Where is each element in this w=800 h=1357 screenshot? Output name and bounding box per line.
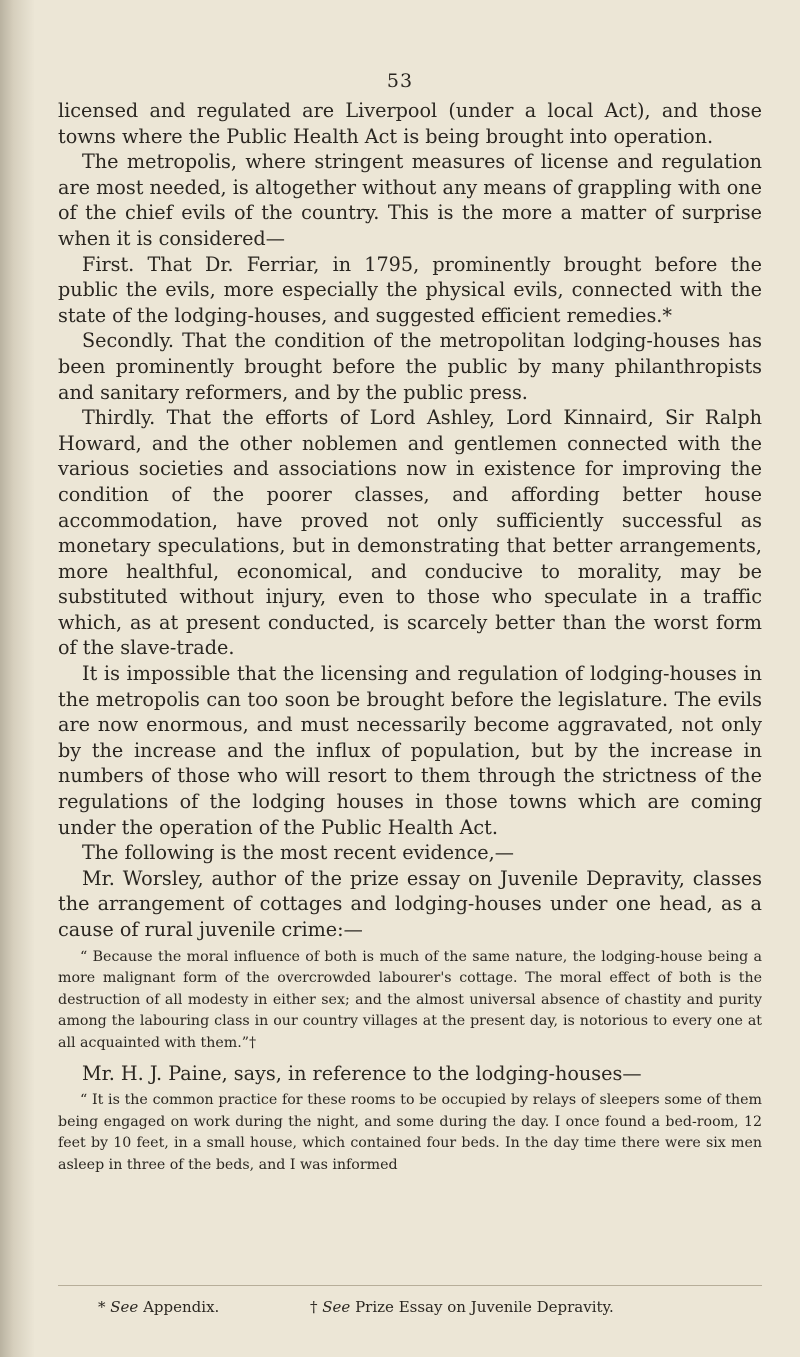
footnote-text: Appendix.: [143, 1298, 220, 1316]
footnote-prize-essay: [310, 1298, 614, 1316]
block-quote: “ It is the common practice for these rooms to be occupied by relays of sleepers some of them being engaged on work during the night, and some during the day. I once found a bed-room, 12 feet by 10 feet, in a small house, which contained four beds. In the day time there were six men asleep in three of the beds, and I was informed: [58, 1092, 762, 1173]
paragraph: It is impossible that the licensing and regulation of lodging-houses in the metropolis can too soon be brought before the legislature. The evils are now enormous, and must necessarily become aggravated, not only by the increase and the influx of population, but by the increase in numbers of those who will resort to them through the strictness of the regulations of the lodging houses in those towns which are coming under the operation of the Public Health Act.: [58, 662, 762, 839]
paragraph: Mr. Worsley, author of the prize essay on Juvenile Depravity, classes the arrangement of cottages and lodging-houses under one head, as a cause of rural juvenile crime:—: [58, 866, 762, 941]
page-number: 53: [386, 70, 414, 92]
paragraph: The following is the most recent evidence,—: [82, 841, 514, 865]
footnotes: [58, 1298, 762, 1322]
footnote-rule: [58, 1285, 762, 1286]
footnote-mark: †: [310, 1298, 318, 1316]
footnote-see: See: [322, 1298, 351, 1316]
footnote-see: See: [110, 1298, 139, 1316]
block-quote: “ Because the moral influence of both is much of the same nature, the lodging-house being a more malignant form of the overcrowded labourer's cottage. The moral effect of both is the destruction of all modesty in either sex; and the almost universal absence of chastity and purity among the labouring class in our country villages at the present day, is notorious to every one at all acquainted with them.”†: [58, 948, 762, 1051]
paragraph: Secondly. That the condition of the metropolitan lodging-houses has been prominently brought before the public by many philanthropists and sanitary reformers, and by the public press.: [58, 329, 762, 404]
footnote-mark: *: [98, 1298, 106, 1316]
paragraph: Thirdly. That the efforts of Lord Ashley, Lord Kinnaird, Sir Ralph Howard, and the other noblemen and gentlemen connected with the various societies and associations now in existence for improving the condition of the poorer classes, and affording better house accommodation, have proved not only sufficiently successful as monetary speculations, but in demonstrating that better arrangements, more healthful, economical, and conducive to morality, may be substituted without injury, even to those who speculate in a traffic which, as at present conducted, is scarcely better than the worst form of the slave-trade.: [58, 406, 762, 660]
footnote-appendix: [98, 1298, 219, 1316]
paragraph: First. That Dr. Ferriar, in 1795, prominently brought before the public the evils, more especially the physical evils, connected with the state of the lodging-houses, and suggested efficient remedies.*: [58, 252, 762, 327]
paragraph: Mr. H. J. Paine, says, in reference to the lodging-houses—: [82, 1061, 642, 1085]
paragraph: The metropolis, where stringent measures of license and regulation are most needed, is altogether without any means of grappling with one of the chief evils of the country. This is the more a matter of surprise when it is considered—: [58, 150, 762, 250]
body-text: [58, 98, 762, 1183]
paragraph: licensed and regulated are Liverpool (under a local Act), and those towns where the Public Health Act is being brought into operation.: [58, 99, 762, 148]
footnote-text: Prize Essay on Juvenile Depravity.: [355, 1298, 614, 1316]
